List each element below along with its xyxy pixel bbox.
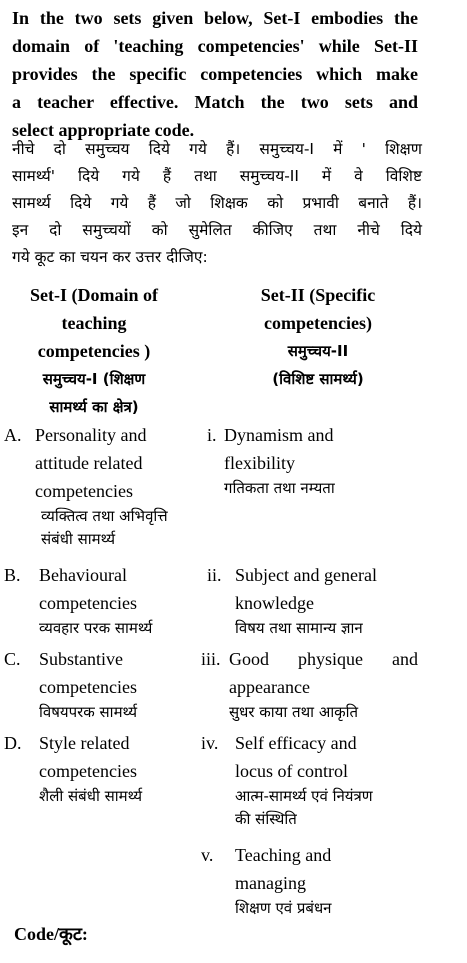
set2-heading-hindi: समुच्चय-II xyxy=(287,342,349,360)
question-line: provides the specific competencies which make xyxy=(12,64,418,84)
item-text: knowledge xyxy=(235,593,314,613)
item-text-hindi: विषयपरक सामर्थ्य xyxy=(39,703,138,721)
item-label: iii. xyxy=(201,649,221,669)
item-text: attitude related xyxy=(35,453,143,473)
set2-heading xyxy=(218,281,418,393)
code-label: Code/कूट: xyxy=(14,924,88,944)
item-text: Self efficacy and xyxy=(235,733,357,753)
set1-heading-hindi: सामर्थ्य का क्षेत्र) xyxy=(49,398,139,416)
item-text-hindi: शैली संबंधी सामर्थ्य xyxy=(39,787,143,805)
item-text-hindi: की संस्थिति xyxy=(235,810,297,828)
item-text: Substantive xyxy=(39,649,123,669)
item-label: B. xyxy=(4,565,21,585)
item-label: C. xyxy=(4,649,21,669)
set2-heading-line: competencies) xyxy=(264,313,372,333)
item-text-hindi: विषय तथा सामान्य ज्ञान xyxy=(235,619,363,637)
item-label: ii. xyxy=(207,565,222,585)
question-line: In the two sets given below, Set-I embodies the xyxy=(12,8,418,28)
set2-heading-hindi: (विशिष्ट सामर्थ्य) xyxy=(272,370,364,388)
item-label: A. xyxy=(4,425,22,445)
item-text: flexibility xyxy=(224,453,295,473)
item-text: Good physique and xyxy=(229,649,418,669)
item-text-hindi: व्यक्तित्व तथा अभिवृत्ति xyxy=(41,507,168,525)
question-line-hindi: सामर्थ्य दिये गये हैं जो शिक्षक को प्रभावी बनाते हैं। xyxy=(12,194,422,212)
item-label: i. xyxy=(207,425,217,445)
item-text-hindi: सुधर काया तथा आकृति xyxy=(229,703,359,721)
question-line: domain of 'teaching competencies' while Set-II xyxy=(12,36,418,56)
set1-heading xyxy=(0,281,188,421)
item-text-hindi: आत्म-सामर्थ्य एवं नियंत्रण xyxy=(235,787,373,805)
question-line-hindi: सामर्थ्य' दिये गये हैं तथा समुच्चय-II में वे विशिष्ट xyxy=(12,167,422,185)
question-text-hindi xyxy=(12,136,422,271)
set2-heading-line: Set-II (Specific xyxy=(260,285,376,305)
set1-heading-hindi: समुच्चय-I (शिक्षण xyxy=(42,370,146,388)
item-text: competencies xyxy=(39,677,137,697)
item-text-hindi: व्यवहार परक सामर्थ्य xyxy=(39,619,153,637)
item-text: competencies xyxy=(39,593,137,613)
item-label: iv. xyxy=(201,733,219,753)
item-text: appearance xyxy=(229,677,310,697)
question-line: select appropriate code. xyxy=(12,120,195,140)
item-text: competencies xyxy=(39,761,137,781)
item-text: locus of control xyxy=(235,761,348,781)
set1-heading-line: competencies ) xyxy=(37,341,151,361)
question-text-english xyxy=(12,4,418,144)
item-label: D. xyxy=(4,733,22,753)
item-text: Dynamism and xyxy=(224,425,334,445)
question-line: a teacher effective. Match the two sets and xyxy=(12,92,418,112)
item-text-hindi: शिक्षण एवं प्रबंधन xyxy=(235,899,332,917)
set1-heading-line: Set-I (Domain of xyxy=(30,285,158,305)
item-text: Personality and xyxy=(35,425,147,445)
item-text-hindi: संबंधी सामर्थ्य xyxy=(41,530,116,548)
item-text-hindi: गतिकता तथा नम्यता xyxy=(224,479,335,497)
item-text: Teaching and xyxy=(235,845,332,865)
item-text: Subject and general xyxy=(235,565,377,585)
set1-heading-line: teaching xyxy=(61,313,127,333)
question-line-hindi: गये कूट का चयन कर उत्तर दीजिए: xyxy=(12,248,208,266)
item-text: Behavioural xyxy=(39,565,127,585)
item-text: competencies xyxy=(35,481,133,501)
item-text: Style related xyxy=(39,733,130,753)
question-line-hindi: नीचे दो समुच्चय दिये गये हैं। समुच्चय-I में ' शिक्षण xyxy=(12,140,422,158)
item-label: v. xyxy=(201,845,214,865)
item-text: managing xyxy=(235,873,306,893)
question-line-hindi: इन दो समुच्चयों को सुमेलित कीजिए तथा नीचे दिये xyxy=(12,221,422,239)
